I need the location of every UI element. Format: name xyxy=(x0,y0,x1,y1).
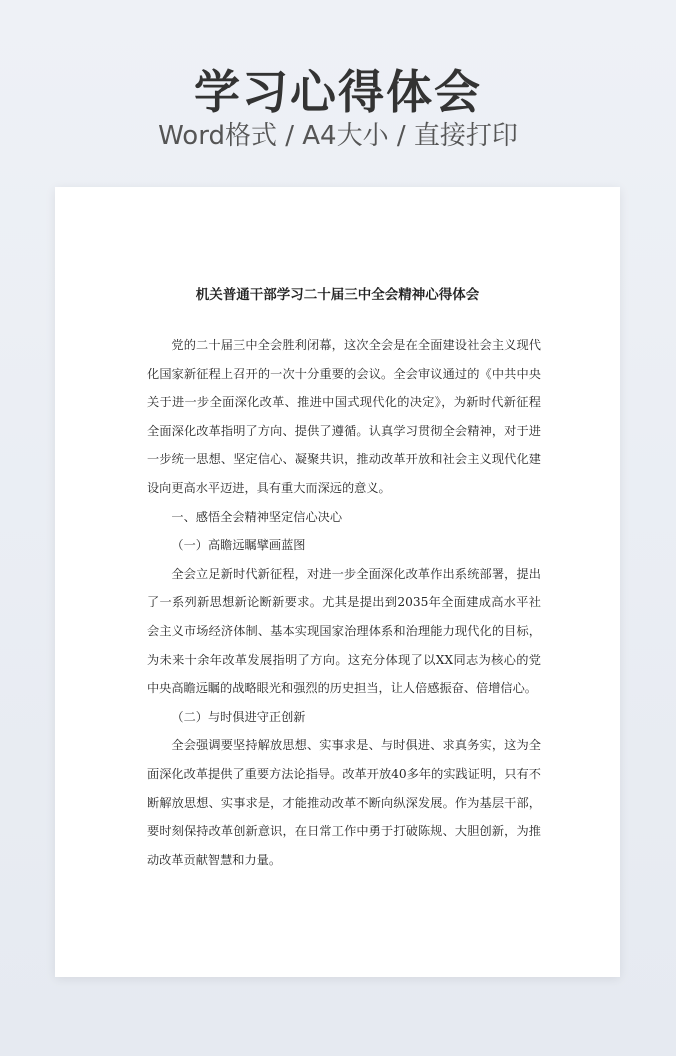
subsection-heading-1: （一）高瞻远瞩擘画蓝图 xyxy=(171,538,306,553)
document-body xyxy=(147,331,541,874)
paragraph-intro: 党的二十届三中全会胜利闭幕，这次全会是在全面建设社会主义现代化国家新征程上召开的一次十分重要的会议。全会审议通过的《中共中央关于进一步全面深化改革、推进中国式现代化的决定》，为新时代新征程全面深化改革指明了方向、提供了遵循。认真学习贯彻全会精神，对于进一步统一思想、坚定信心、凝聚共识，推动改革开放和社会主义现代化建设向更高水平迈进，具有重大而深远的意义。 xyxy=(147,338,541,495)
paragraph-section-1-1: 全会立足新时代新征程，对进一步全面深化改革作出系统部署，提出了一系列新思想新论断新要求。尤其是提出到2035年全面建成高水平社会主义市场经济体制、基本实现国家治理体系和治理能力现代化的目标，为未来十余年改革发展指明了方向。这充分体现了以XX同志为核心的党中央高瞻远瞩的战略眼光和强烈的历史担当，让人倍感振奋、倍增信心。 xyxy=(147,566,541,696)
page-subtitle: Word格式 / A4大小 / 直接打印 xyxy=(158,121,518,151)
section-heading-1: 一、感悟全会精神坚定信心决心 xyxy=(171,509,343,524)
document-title: 机关普通干部学习二十届三中全会精神心得体会 xyxy=(195,287,480,303)
document-page xyxy=(55,187,620,977)
page-title: 学习心得体会 xyxy=(194,65,482,119)
paragraph-section-1-2: 全会强调要坚持解放思想、实事求是、与时俱进、求真务实，这为全面深化改革提供了重要方法论指导。改革开放40多年的实践证明，只有不断解放思想、实事求是，才能推动改革不断向纵深发展。作为基层干部，要时刻保持改革创新意识，在日常工作中勇于打破陈规、大胆创新，为推动改革贡献智慧和力量。 xyxy=(147,738,541,867)
subsection-heading-2: （二）与时俱进守正创新 xyxy=(171,709,306,724)
